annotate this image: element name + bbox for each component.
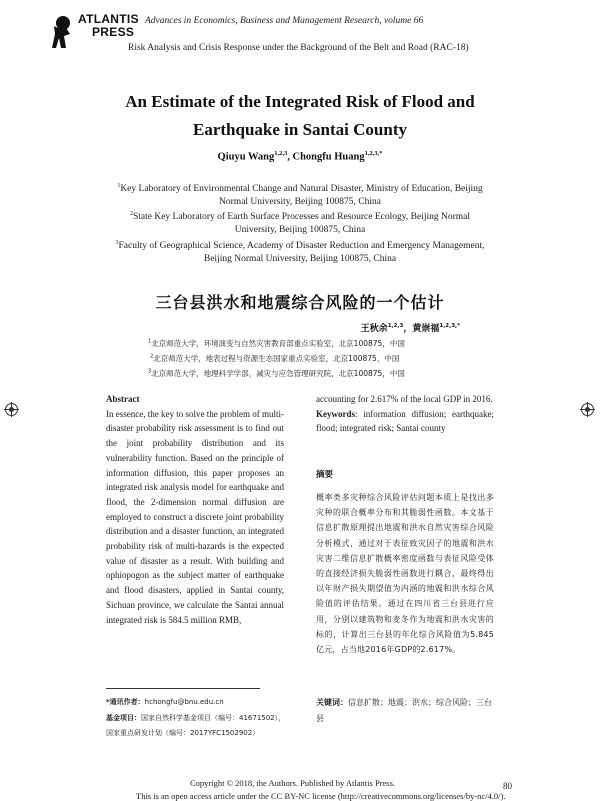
chinese-title: 三台县洪水和地震综合风险的一个估计 (155, 293, 445, 312)
keywords (316, 407, 494, 436)
paper-title-line-1: An Estimate of the Integrated Risk of Flood and (125, 92, 475, 111)
english-abstract (106, 392, 284, 627)
cn-affiliation-3-sup: 3 (148, 368, 152, 375)
cn-author-separator: ，黄崇福 (403, 324, 440, 334)
publisher-logo-text (78, 13, 139, 39)
cn-affiliation-3-text: 北京师范大学，地理科学学部，减灾与应急管理研究院，北京100875，中国 (151, 369, 405, 378)
cn-author-1-sup: 1,2,3 (387, 323, 404, 329)
author-2-sup: 1,2,3,* (364, 150, 383, 157)
affiliation-2-line-1: State Key Laboratory of Earth Surface Processes and Resource Ecology, Beijing Normal (132, 212, 471, 223)
cn-author-1: 王秋余 (360, 324, 388, 334)
cn-affiliation-1-text: 北京师范大学，环境演变与自然灾害教育部重点实验室，北京100875，中国 (151, 339, 405, 348)
footnote-corresponding (106, 697, 224, 707)
affiliation-3-line-1: Faculty of Geographical Science, Academy of Disaster Reduction and Emergency Management, (118, 241, 485, 252)
cn-keywords-label: 关键词： (316, 698, 348, 707)
footnote-fund (106, 713, 285, 723)
cn-affiliation-1-sup: 1 (148, 338, 152, 345)
paper-authors (60, 150, 540, 163)
fn-fund-text: 国家自然科学基金项目（编号：41671502）， (141, 714, 286, 722)
affiliation-2-sup: 2 (129, 211, 133, 217)
conference-header: Risk Analysis and Crisis Response under the Background of the Belt and Road (RAC-18) (128, 43, 469, 53)
keywords-list: : information diffusion; earthquake; flood; integrated risk; Santai county (316, 408, 494, 434)
chinese-keywords (316, 695, 494, 727)
author-separator: , Chongfu Huang (287, 151, 365, 163)
journal-header: Advances in Economics, Business and Management Research, volume 66 (145, 16, 424, 26)
registration-mark-icon (581, 403, 594, 416)
footnote-fund-2: 国家重点研发计划（编号：2017YFC1502902） (106, 729, 260, 737)
chinese-abstract-body: 概率类多灾种综合风险评估问题本质上是找出多灾种的联合概率分布和其脆弱性函数。本文基于信息扩散原理提出地震和洪水自然灾害综合风险分析模式，通过对于表征致灾因子的地震和洪水灾害二维信息扩散概率密度函数与表征风险受体的直接经济损失脆弱性函数进行耦合，最终得出以年财产损失期望值为内涵的地震和洪水综合风险值的评估结果。通过在四川省三台县进行应用，分别以建筑物和麦冬作为地震和洪水灾害的标的，计算出三台县的年化综合风险值为5.845亿元，占当地2016年GDP的2.617%。 (316, 493, 494, 655)
abstract-heading: Abstract (106, 394, 140, 404)
footnote-divider (106, 688, 260, 689)
abstract-continued (316, 392, 494, 436)
fn-corresponding-label: *通讯作者： (106, 698, 145, 706)
atlas-figure-icon (52, 16, 70, 48)
affiliation-2-line-2: University, Beijing 100875, China (234, 225, 366, 236)
affiliation-3 (60, 237, 540, 266)
cn-author-2-sup: 1,2,3,* (439, 323, 460, 329)
chinese-affiliation-3 (148, 368, 405, 379)
abstract-continued-text: accounting for 2.617% of the local GDP in 2016. (316, 394, 493, 404)
keywords-label: Keywords (316, 408, 355, 419)
fn-fund-label: 基金项目： (106, 714, 141, 722)
affiliation-3-sup: 3 (115, 240, 119, 246)
fn-corresponding-email: hchongfu@bnu.edu.cn (144, 698, 224, 706)
affiliation-1-line-2: Normal University, Beijing 100875, China (219, 197, 381, 208)
registration-mark-icon (5, 403, 18, 416)
cn-keywords-list: 信息扩散；地震；洪水；综合风险；三台县 (316, 698, 492, 723)
affiliation-1-line-1: Key Laboratory of Environmental Change and Natural Disaster, Ministry of Education, Beijing (120, 184, 483, 195)
chinese-affiliation-2 (150, 353, 399, 364)
paper-title (60, 88, 540, 144)
affiliation-1 (60, 180, 540, 209)
affiliation-1-sup: 1 (117, 183, 121, 189)
chinese-affiliation-1 (148, 338, 405, 349)
chinese-authors (200, 321, 460, 334)
affiliation-3-line-2: Beijing Normal University, Beijing 100875, China (203, 254, 397, 265)
license-notice: This is an open access article under the CC BY-NC license (http://creativecommons.org/licenses/by-nc/4.0/). (136, 791, 506, 801)
abstract-body: In essence, the key to solve the problem of multi-disaster probability risk assessment is to find out the joint probability distribution and its vulnerability function. Based on the principle of information diffusion, this paper proposes an integrated risk analysis model for earthquake and flood, the 2-dimension normal diffusion are employed to construct a discrete joint probability distribution and a disaster function, an integrated probability risk of multi-hazards is the expected value of disaster as a result. With building and ophiopogon as the subject matter of earthquake and flood disasters, applied in Santai county, Sichuan province, we calculate the Santai annual integrated risk is 584.5 million RMB, (106, 408, 284, 625)
cn-affiliation-2-text: 北京师范大学，地表过程与资源生态国家重点实验室，北京100875，中国 (153, 354, 400, 363)
logo-line-1: ATLANTIS (78, 12, 139, 26)
logo-line-2: PRESS (92, 25, 135, 39)
cn-affiliation-2-sup: 2 (150, 353, 154, 360)
paper-title-line-2: Earthquake in Santai County (193, 120, 407, 139)
chinese-abstract-heading: 摘要 (316, 470, 334, 480)
author-1: Qiuyu Wang (217, 151, 275, 163)
page-number: 80 (503, 781, 512, 791)
copyright-notice: Copyright © 2018, the Authors. Published by Atlantis Press. (190, 778, 396, 788)
author-1-sup: 1,2,3 (274, 150, 288, 157)
affiliation-2 (60, 208, 540, 237)
